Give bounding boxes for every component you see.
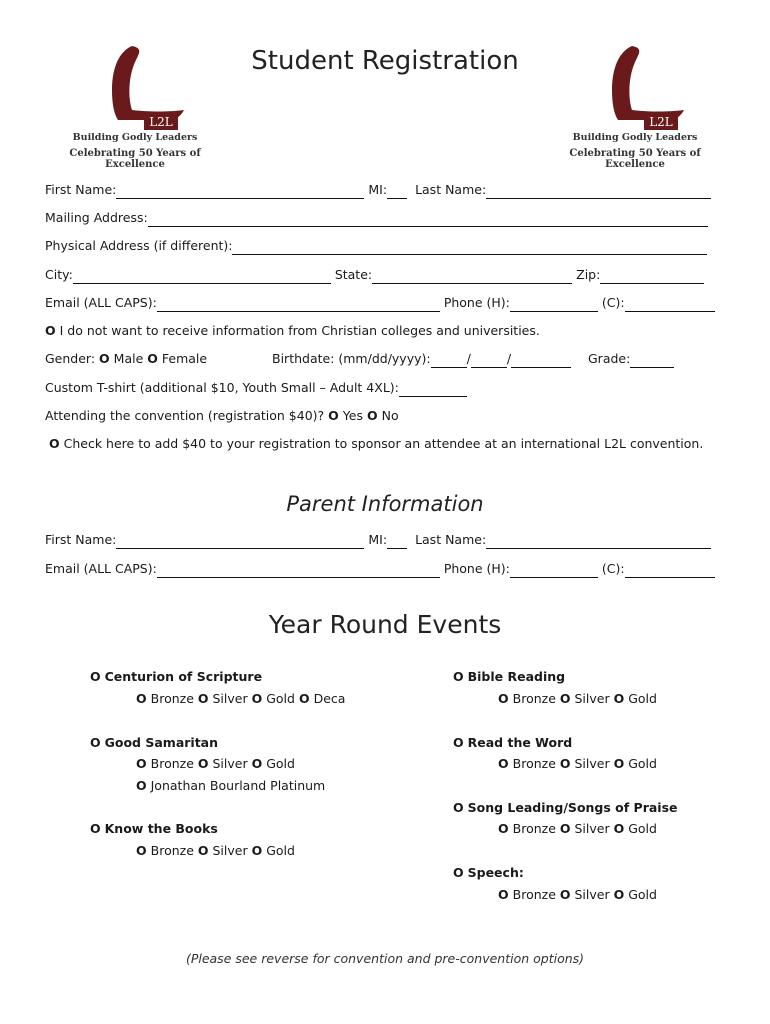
attending-row (45, 407, 399, 425)
birth-day-field[interactable] (471, 353, 507, 368)
female-label: Female (161, 351, 208, 366)
level-label: Bronze (512, 821, 556, 836)
phone-home-field[interactable] (510, 297, 598, 312)
bible-reading-event (453, 668, 565, 686)
logo-tagline-2: Celebrating 50 Years of Excellence (69, 148, 201, 170)
speech-checkbox[interactable]: O (453, 865, 464, 880)
song-leading-gold-radio[interactable]: O (613, 821, 625, 836)
parent-email-row (45, 560, 719, 578)
mi-label: MI: (368, 182, 388, 197)
good-samaritan-platinum-radio[interactable]: O (136, 778, 147, 793)
parent-first-name-field[interactable] (116, 534, 364, 549)
phone-cell-field[interactable] (625, 297, 715, 312)
birthdate-row (272, 350, 575, 368)
gender-label: Gender: (45, 351, 96, 366)
good-samaritan-platinum (136, 777, 325, 795)
read-word-gold-radio[interactable]: O (613, 756, 625, 771)
mailing-label: Mailing Address: (45, 210, 148, 225)
bible-reading-checkbox[interactable]: O (453, 669, 464, 684)
female-radio[interactable]: O (147, 351, 158, 366)
zip-label: Zip: (576, 267, 601, 282)
centurion-bronze-radio[interactable]: O (136, 691, 147, 706)
last-name-label: Last Name: (415, 182, 487, 197)
centurion-levels (136, 690, 345, 708)
grade-row (588, 350, 678, 368)
level-label: Gold (628, 887, 657, 902)
speech-bronze-radio[interactable]: O (498, 887, 509, 902)
centurion-event (90, 668, 262, 686)
date-separator: / (506, 351, 512, 366)
parent-phone-home-field[interactable] (510, 563, 598, 578)
physical-field[interactable] (232, 240, 707, 255)
good-samaritan-bronze-radio[interactable]: O (136, 756, 147, 771)
speech-title: Speech: (467, 865, 524, 880)
read-word-silver-radio[interactable]: O (559, 756, 571, 771)
no-label: No (381, 408, 399, 423)
bible-reading-gold-radio[interactable]: O (613, 691, 625, 706)
song-leading-bronze-radio[interactable]: O (498, 821, 509, 836)
student-name-row (45, 181, 715, 199)
level-label: Bronze (150, 756, 194, 771)
good-samaritan-silver-radio[interactable]: O (197, 756, 209, 771)
know-books-title: Know the Books (104, 821, 218, 836)
know-books-gold-radio[interactable]: O (251, 843, 263, 858)
read-word-event (453, 734, 572, 752)
know-books-levels (136, 842, 295, 860)
zip-field[interactable] (600, 269, 704, 284)
logo-badge-text: L2L (649, 115, 673, 129)
centurion-gold-radio[interactable]: O (251, 691, 263, 706)
level-label: Gold (628, 691, 657, 706)
level-label: Silver (574, 691, 610, 706)
parent-last-name-label: Last Name: (415, 532, 487, 547)
level-label: Silver (212, 843, 248, 858)
city-field[interactable] (73, 269, 331, 284)
level-label: Silver (574, 821, 610, 836)
city-label: City: (45, 267, 73, 282)
speech-levels (498, 886, 657, 904)
male-label: Male (113, 351, 144, 366)
date-separator: / (466, 351, 471, 366)
level-label: Silver (574, 887, 610, 902)
logo-tagline-1: Building Godly Leaders (572, 132, 698, 143)
tshirt-field[interactable] (399, 382, 467, 397)
parent-heading: Parent Information (286, 492, 484, 516)
email-row (45, 294, 719, 312)
sponsor-label: Check here to add $40 to your registration to sponsor an attendee at an international L2L convention. (63, 436, 704, 451)
parent-mi-label: MI: (368, 532, 388, 547)
bible-reading-silver-radio[interactable]: O (559, 691, 571, 706)
level-label: Bronze (150, 843, 194, 858)
level-label: Gold (266, 843, 295, 858)
know-books-bronze-radio[interactable]: O (136, 843, 147, 858)
footer-note: (Please see reverse for convention and pre-convention options) (185, 951, 585, 966)
good-samaritan-event (90, 734, 218, 752)
centurion-title: Centurion of Scripture (104, 669, 263, 684)
centurion-deca-radio[interactable]: O (298, 691, 310, 706)
read-word-bronze-radio[interactable]: O (498, 756, 509, 771)
grade-field[interactable] (630, 353, 674, 368)
speech-gold-radio[interactable]: O (613, 887, 625, 902)
physical-row (45, 237, 711, 255)
level-label: Gold (266, 756, 295, 771)
level-label: Gold (628, 756, 657, 771)
parent-email-label: Email (ALL CAPS): (45, 561, 157, 576)
mailing-field[interactable] (148, 212, 708, 227)
parent-phone-cell-field[interactable] (625, 563, 715, 578)
read-word-checkbox[interactable]: O (453, 735, 464, 750)
logo-tagline-1: Building Godly Leaders (72, 132, 198, 143)
last-name-field[interactable] (486, 184, 711, 199)
read-word-title: Read the Word (467, 735, 573, 750)
attending-label: Attending the convention (registration $40)? (45, 408, 325, 423)
male-radio[interactable]: O (99, 351, 110, 366)
level-label: Gold (266, 691, 295, 706)
parent-name-row (45, 531, 715, 549)
email-label: Email (ALL CAPS): (45, 295, 157, 310)
song-leading-levels (498, 820, 657, 838)
page-title: Student Registration (251, 46, 519, 76)
song-leading-checkbox[interactable]: O (453, 800, 464, 815)
birth-month-field[interactable] (431, 353, 467, 368)
level-label: Bronze (512, 887, 556, 902)
yes-label: Yes (342, 408, 363, 423)
song-leading-title: Song Leading/Songs of Praise (467, 800, 678, 815)
know-books-checkbox[interactable]: O (90, 821, 101, 836)
email-field[interactable] (157, 297, 440, 312)
level-label: Silver (212, 691, 248, 706)
gender-row (45, 350, 207, 368)
speech-event (453, 864, 524, 882)
level-label: Gold (628, 821, 657, 836)
tshirt-label: Custom T-shirt (additional $10, Youth Small – Adult 4XL): (45, 380, 399, 395)
good-samaritan-gold-radio[interactable]: O (251, 756, 263, 771)
phone-cell-label: (C): (601, 295, 625, 310)
optout-checkbox[interactable]: O (45, 323, 56, 338)
bible-reading-title: Bible Reading (467, 669, 566, 684)
parent-mi-field[interactable] (387, 534, 407, 549)
first-name-label: First Name: (45, 182, 117, 197)
tshirt-row (45, 379, 471, 397)
level-label: Silver (574, 756, 610, 771)
parent-last-name-field[interactable] (486, 534, 711, 549)
physical-label: Physical Address (if different): (45, 238, 233, 253)
good-samaritan-levels (136, 755, 295, 773)
mi-field[interactable] (387, 184, 407, 199)
logo-tagline-2: Celebrating 50 Years of Excellence (569, 148, 701, 170)
state-field[interactable] (372, 269, 572, 284)
phone-home-label: Phone (H): (443, 295, 510, 310)
level-label: Jonathan Bourland Platinum (150, 778, 326, 793)
grade-label: Grade: (588, 351, 631, 366)
level-label: Bronze (512, 691, 556, 706)
good-samaritan-title: Good Samaritan (104, 735, 219, 750)
bible-reading-bronze-radio[interactable]: O (498, 691, 509, 706)
good-samaritan-checkbox[interactable]: O (90, 735, 101, 750)
read-word-levels (498, 755, 657, 773)
know-books-silver-radio[interactable]: O (197, 843, 209, 858)
know-books-event (90, 820, 218, 838)
centurion-silver-radio[interactable]: O (197, 691, 209, 706)
mailing-row (45, 209, 712, 227)
song-leading-silver-radio[interactable]: O (559, 821, 571, 836)
sponsor-row (49, 435, 703, 453)
optout-row (45, 322, 540, 340)
parent-phone-cell-label: (C): (601, 561, 625, 576)
state-label: State: (334, 267, 373, 282)
parent-email-field[interactable] (157, 563, 440, 578)
logo-badge-text: L2L (149, 115, 173, 129)
attending-no-radio[interactable]: O (366, 408, 378, 423)
level-label: Deca (313, 691, 346, 706)
birthdate-label: Birthdate: (mm/dd/yyyy): (272, 351, 431, 366)
birth-year-field[interactable] (511, 353, 571, 368)
events-heading: Year Round Events (268, 610, 502, 639)
song-leading-event (453, 799, 678, 817)
centurion-checkbox[interactable]: O (90, 669, 101, 684)
parent-phone-home-label: Phone (H): (443, 561, 510, 576)
level-label: Silver (212, 756, 248, 771)
bible-reading-levels (498, 690, 657, 708)
level-label: Bronze (150, 691, 194, 706)
sponsor-checkbox[interactable]: O (49, 436, 60, 451)
optout-label: I do not want to receive information from Christian colleges and universities. (59, 323, 540, 338)
first-name-field[interactable] (116, 184, 364, 199)
attending-yes-radio[interactable]: O (328, 408, 339, 423)
parent-first-name-label: First Name: (45, 532, 117, 547)
level-label: Bronze (512, 756, 556, 771)
speech-silver-radio[interactable]: O (559, 887, 571, 902)
city-row (45, 266, 708, 284)
